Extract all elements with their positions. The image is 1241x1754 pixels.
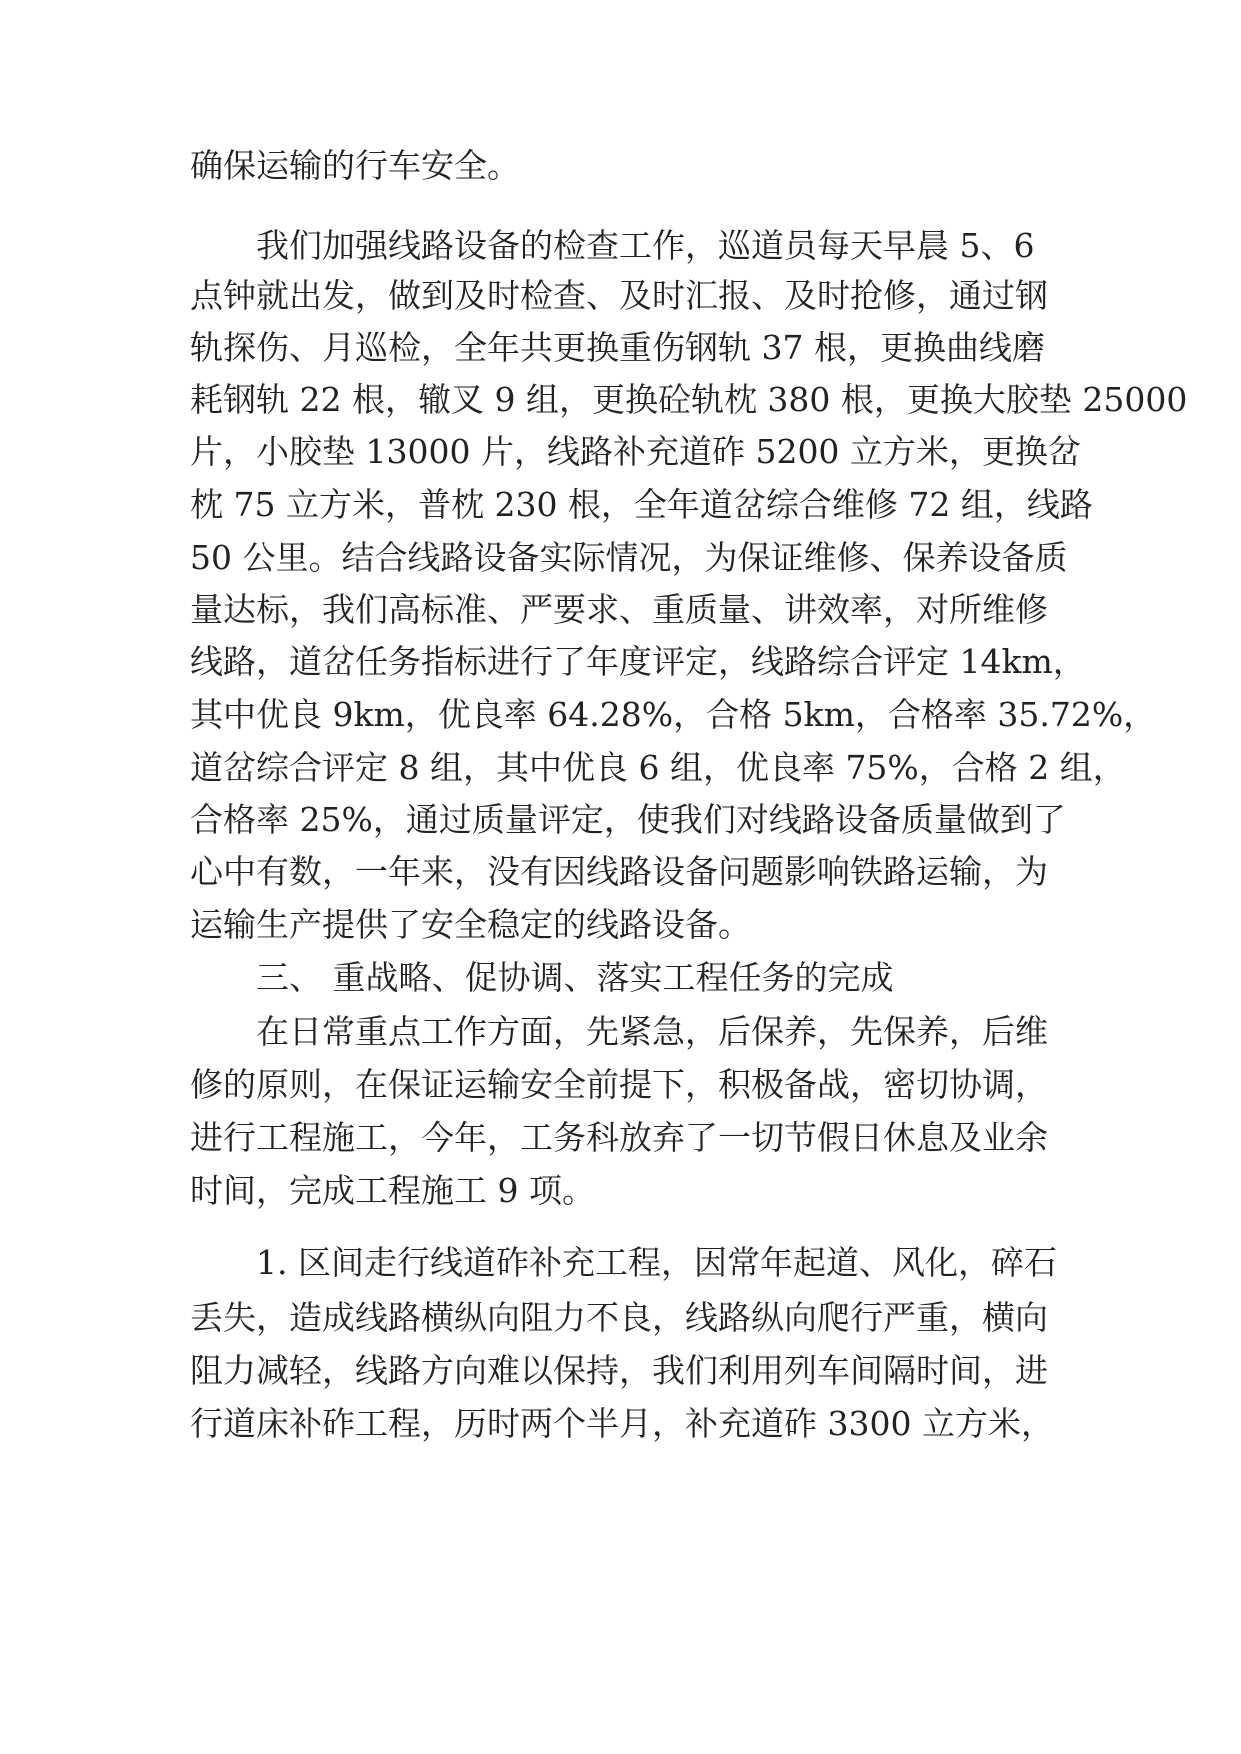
paragraph-start-line: 我们加强线路设备的检查工作，巡道员每天早晨 5、6 xyxy=(256,226,1035,265)
text-line: 量达标，我们高标准、严要求、重质量、讲效率，对所维修 xyxy=(190,590,1048,629)
text-line: 修的原则，在保证运输安全前提下，积极备战，密切协调， xyxy=(190,1065,1048,1104)
paragraph-start-line: 在日常重点工作方面，先紧急，后保养，先保养，后维 xyxy=(256,1012,1048,1051)
text-line: 丢失，造成线路横纵向阻力不良，线路纵向爬行严重，横向 xyxy=(190,1298,1048,1337)
text-line: 线路，道岔任务指标进行了年度评定，线路综合评定 14km， xyxy=(190,642,1086,681)
text-line: 进行工程施工，今年，工务科放弃了一切节假日休息及业余 xyxy=(190,1118,1048,1157)
text-line: 片，小胶垫 13000 片，线路补充道砟 5200 立方米，更换岔 xyxy=(190,432,1081,471)
text-line: 阻力减轻，线路方向难以保持，我们利用列车间隔时间，进 xyxy=(190,1351,1048,1390)
text-line: 运输生产提供了安全稳定的线路设备。 xyxy=(190,905,751,944)
text-line: 时间，完成工程施工 9 项。 xyxy=(190,1171,595,1210)
text-line: 其中优良 9km，优良率 64.28%，合格 5km，合格率 35.72%， xyxy=(190,695,1157,734)
text-line: 轨探伤、月巡检，全年共更换重伤钢轨 37 根，更换曲线磨 xyxy=(190,328,1045,367)
section-heading: 三、 重战略、促协调、落实工程任务的完成 xyxy=(256,958,894,997)
text-line-1: 确保运输的行车安全。 xyxy=(190,146,520,185)
text-line: 行道床补砟工程，历时两个半月，补充道砟 3300 立方米， xyxy=(190,1404,1054,1443)
paragraph-start-line: 1. 区间走行线道砟补充工程，因常年起道、风化，碎石 xyxy=(256,1243,1057,1282)
text-line: 合格率 25%，通过质量评定，使我们对线路设备质量做到了 xyxy=(190,800,1066,839)
text-line: 道岔综合评定 8 组，其中优良 6 组，优良率 75%，合格 2 组， xyxy=(190,748,1126,787)
text-line: 耗钢轨 22 根，辙叉 9 组，更换砼轨枕 380 根，更换大胶垫 25000 xyxy=(190,380,1188,419)
text-line: 点钟就出发，做到及时检查、及时汇报、及时抢修，通过钢 xyxy=(190,276,1048,315)
text-line: 枕 75 立方米，普枕 230 根，全年道岔综合维修 72 组，线路 xyxy=(190,485,1093,524)
text-line: 50 公里。结合线路设备实际情况，为保证维修、保养设备质 xyxy=(190,538,1068,577)
text-line: 心中有数，一年来，没有因线路设备问题影响铁路运输，为 xyxy=(190,852,1048,891)
